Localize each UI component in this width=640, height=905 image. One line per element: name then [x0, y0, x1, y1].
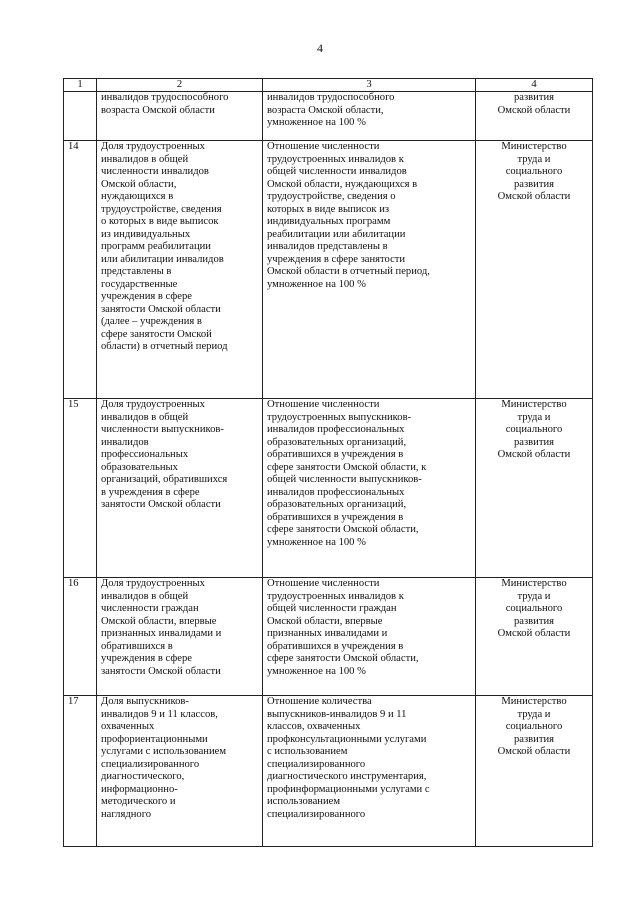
responsible-body: развития Омской области	[476, 92, 593, 141]
indicator-name: Доля трудоустроенных инвалидов в общей численности выпускников- инвалидов профессиональных образовательных организаций, обратившихся в учреждения в сфере занятости Омской области	[97, 399, 263, 578]
row-number: 17	[64, 696, 97, 847]
responsible-body: Министерство труда и социального развития Омской области	[476, 696, 593, 847]
row-number: 16	[64, 578, 97, 696]
row-number	[64, 92, 97, 141]
responsible-body: Министерство труда и социального развития Омской области	[476, 141, 593, 399]
table-row	[64, 399, 593, 578]
indicator-formula: Отношение численности трудоустроенных инвалидов к общей численности граждан Омской области, впервые признанных инвалидами и обратившихся в учреждения в сфере занятости Омской области, умноженное на 100 %	[263, 578, 476, 696]
table-header-row	[64, 79, 593, 92]
indicator-formula: Отношение численности трудоустроенных инвалидов к общей численности инвалидов Омской области, нуждающихся в трудоустройстве, сведения о которых в виде выписок из индивидуальных программ реабилитации или абилитации инвалидов представлены в учреждения в сфере занятости Омской области в отчетный период, умноженное на 100 %	[263, 141, 476, 399]
indicator-name: Доля трудоустроенных инвалидов в общей численности граждан Омской области, впервые признанных инвалидами и обратившихся в учреждения в сфере занятости Омской области	[97, 578, 263, 696]
header-cell-2: 2	[97, 79, 263, 92]
indicator-formula: Отношение количества выпускников-инвалидов 9 и 11 классов, охваченных профконсультационными услугами с использованием специализированного диагностического инструментария, профинформационными услугами с использованием специализированного	[263, 696, 476, 847]
responsible-body: Министерство труда и социального развития Омской области	[476, 578, 593, 696]
indicator-formula: инвалидов трудоспособного возраста Омской области, умноженное на 100 %	[263, 92, 476, 141]
indicator-name: Доля трудоустроенных инвалидов в общей численности инвалидов Омской области, нуждающихся в трудоустройстве, сведения о которых в виде выписок из индивидуальных программ реабилитации или абилитации инвалидов представлены в государственные учреждения в сфере занятости Омской области (далее – учреждения в сфере занятости Омской области) в отчетный период	[97, 141, 263, 399]
indicator-formula: Отношение численности трудоустроенных выпускников- инвалидов профессиональных образовательных организаций, обратившихся в учреждения в сфере занятости Омской области, к общей численности выпускников- инвалидов профессиональных образовательных организаций, обратившихся в учреждения в сфере занятости Омской области, умноженное на 100 %	[263, 399, 476, 578]
indicators-table	[63, 78, 593, 847]
header-cell-3: 3	[263, 79, 476, 92]
responsible-body: Министерство труда и социального развития Омской области	[476, 399, 593, 578]
table-row	[64, 578, 593, 696]
row-number: 14	[64, 141, 97, 399]
table-row	[64, 141, 593, 399]
table-row	[64, 92, 593, 141]
indicator-name: инвалидов трудоспособного возраста Омской области	[97, 92, 263, 141]
indicator-name: Доля выпускников- инвалидов 9 и 11 классов, охваченных профориентационными услугами с использованием специализированного диагностического, информационно- методического и наглядного	[97, 696, 263, 847]
header-cell-1: 1	[64, 79, 97, 92]
row-number: 15	[64, 399, 97, 578]
table-row	[64, 696, 593, 847]
page-number: 4	[317, 41, 323, 55]
header-cell-4: 4	[476, 79, 593, 92]
